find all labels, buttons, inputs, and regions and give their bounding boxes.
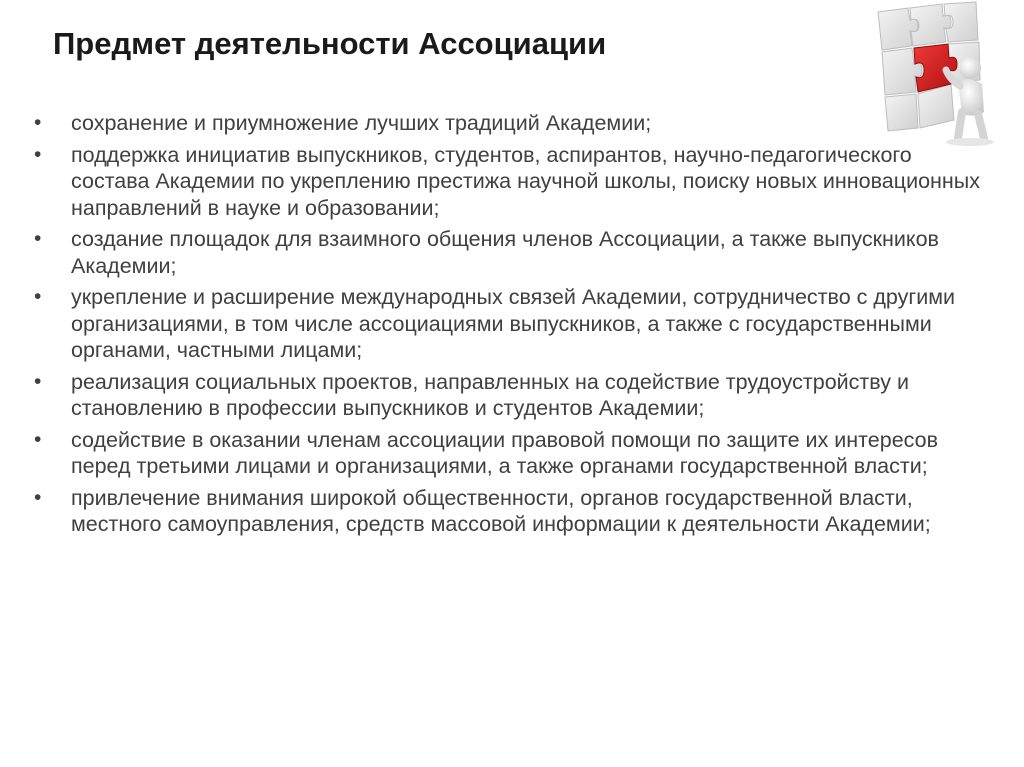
- list-item-text: сохранение и приумножение лучших традиций Академии;: [71, 111, 652, 135]
- list-item: [34, 369, 984, 422]
- list-item: [34, 142, 984, 222]
- list-item-text: укрепление и расширение международных связей Академии, сотрудничество с другими организациями, в том числе ассоциациями выпускников, а также с государственными органами, частными лицами;: [71, 285, 956, 362]
- bullet-marker: •: [34, 369, 42, 393]
- bullet-list: [34, 110, 984, 543]
- list-item-text: содействие в оказании членам ассоциации правовой помощи по защите их интересов перед третьими лицами и организациями, а также органами государственной власти;: [71, 427, 939, 478]
- bullet-marker: •: [34, 427, 42, 451]
- list-item: [34, 110, 984, 137]
- slide-title: Предмет деятельности Ассоциации: [53, 26, 607, 61]
- list-item-text: реализация социальных проектов, направленных на содействие трудоустройству и становлению в профессии выпускников и студентов Академии;: [71, 369, 909, 420]
- bullet-marker: •: [34, 227, 42, 250]
- bullet-marker: •: [34, 285, 42, 308]
- list-item: [34, 226, 984, 279]
- list-item: [34, 284, 984, 364]
- list-item: [34, 427, 984, 480]
- bullet-marker: •: [34, 142, 42, 166]
- list-item-text: создание площадок для взаимного общения членов Ассоциации, а также выпускников Академии;: [71, 227, 939, 278]
- list-item-text: поддержка инициатив выпускников, студентов, аспирантов, научно-педагогического состава Академии по укреплению престижа научной школы, поиску новых инновационных направлений в науке и образовании;: [71, 142, 980, 220]
- list-item: [34, 485, 984, 538]
- list-item-text: привлечение внимания широкой общественности, органов государственной власти, местного самоуправления, средств массовой информации к деятельности Академии;: [71, 485, 931, 536]
- bullet-marker: •: [34, 485, 42, 509]
- bullet-marker: •: [34, 111, 42, 134]
